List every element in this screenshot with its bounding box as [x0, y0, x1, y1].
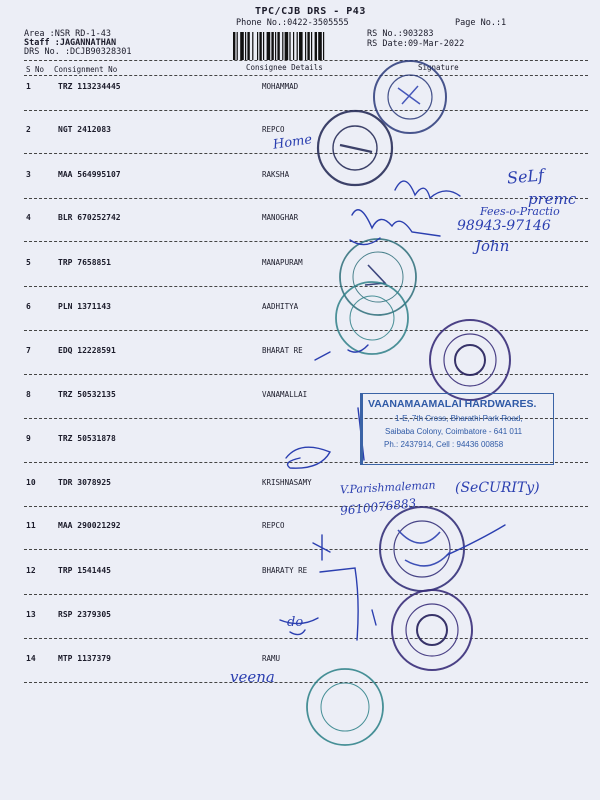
area-label: Area :NSR RD-1-43 — [24, 29, 111, 39]
barcode-bar — [305, 32, 306, 60]
staff-label: Staff :JAGANNATHAN — [24, 38, 117, 48]
row-divider — [24, 638, 588, 639]
barcode-bar — [277, 32, 279, 60]
stamp-hardwares-name: VAANAMAAMALAI HARDWARES. — [368, 398, 537, 410]
rs-date: RS Date:09-Mar-2022 — [367, 39, 465, 49]
barcode-bar — [318, 32, 322, 60]
col-consignee: Consignee Details — [246, 63, 323, 72]
row-consignee: BHARAT RE — [262, 346, 303, 355]
barcode-bar — [285, 32, 289, 60]
handwriting-security-name: V.Parishmaleman — [339, 478, 436, 497]
row-consignment-no: RSP 2379305 — [58, 610, 111, 619]
stamp-textile — [307, 669, 383, 745]
row-consignment-no: MAA 564995107 — [58, 170, 121, 179]
stamp-aadhitya — [336, 282, 408, 354]
barcode-bar — [293, 32, 294, 60]
row-sno: 14 — [26, 654, 36, 663]
row-consignee: MANOGHAR — [262, 213, 299, 222]
row-divider — [24, 286, 588, 287]
row-sno: 8 — [26, 390, 31, 399]
row-consignment-no: MAA 290021292 — [58, 521, 121, 530]
row-divider — [24, 110, 588, 111]
barcode-bar — [267, 32, 271, 60]
handwriting-veena: veena — [230, 668, 275, 686]
header-divider — [24, 60, 588, 61]
row-consignee: KRISHNASAMY — [262, 478, 312, 487]
row-consignee: REPCO — [262, 125, 285, 134]
barcode-bar — [311, 32, 312, 60]
row-consignment-no: BLR 670252742 — [58, 213, 121, 222]
row-divider — [24, 549, 588, 550]
col-signature: Signature — [418, 63, 459, 72]
row-consignment-no: TRP 7658851 — [58, 258, 111, 267]
stamp-bharat-2 — [392, 590, 472, 670]
stamp-hardwares-line3: Ph.: 2437914, Cell : 94436 00858 — [384, 440, 504, 449]
row-consignment-no: PLN 1371143 — [58, 302, 111, 311]
row-consignee: RAMU — [262, 654, 281, 663]
barcode-bar — [297, 32, 298, 60]
barcode-bar — [315, 32, 317, 60]
row-consignee: AADHITYA — [262, 302, 299, 311]
barcode-bar — [257, 32, 258, 60]
row-consignee: BHARATY RE — [262, 566, 308, 575]
row-consignee: VANAMALLAI — [262, 390, 308, 399]
barcode-bar — [282, 32, 283, 60]
stamp-vision — [318, 111, 392, 185]
row-consignment-no: MTP 1137379 — [58, 654, 111, 663]
barcode-bar — [240, 32, 244, 60]
row-sno: 4 — [26, 213, 31, 222]
page-number: Page No.:1 — [455, 18, 507, 28]
row-consignment-no: EDQ 12228591 — [58, 346, 116, 355]
rs-info — [367, 29, 464, 49]
row-sno: 6 — [26, 302, 31, 311]
barcode-bar — [252, 32, 253, 60]
barcode-bar — [299, 32, 303, 60]
row-divider — [24, 594, 588, 595]
handwriting-security-phone: 9610076883 — [339, 496, 417, 518]
columns-divider — [24, 75, 588, 76]
barcode-bar — [271, 32, 273, 60]
row-divider — [24, 374, 588, 375]
barcode-bar — [245, 32, 246, 60]
barcode-bar — [289, 32, 290, 60]
row-sno: 9 — [26, 434, 31, 443]
row-divider — [24, 153, 588, 154]
barcode-bar — [263, 32, 264, 60]
stamp-hardwares-line1: 1-E, 7th Cross, Bharathi Park Road, — [395, 414, 523, 423]
handwriting-home: Home — [272, 132, 314, 153]
row-consignment-no: NGT 2412083 — [58, 125, 111, 134]
handwriting-do: do — [287, 615, 304, 630]
row-consignment-no: TRZ 113234445 — [58, 82, 121, 91]
barcode-bar — [275, 32, 276, 60]
col-consignment: Consignment No — [54, 65, 118, 74]
barcode-bar — [307, 32, 309, 60]
handwriting-fees: Fees-o-Practio — [480, 205, 560, 218]
row-consignment-no: TRP 1541445 — [58, 566, 111, 575]
row-consignment-no: TRZ 50531878 — [58, 434, 116, 443]
row-sno: 10 — [26, 478, 36, 487]
phone-number: Phone No.:0422-3505555 — [236, 18, 349, 28]
row-divider — [24, 198, 588, 199]
stamp-bharat-1 — [430, 320, 510, 400]
row-consignee: RAKSHA — [262, 170, 290, 179]
barcode-bar — [237, 32, 238, 60]
document-title: TPC/CJB DRS - P43 — [255, 6, 366, 17]
handwriting-john: John — [475, 237, 510, 255]
stamp-hardwares-line2: Saibaba Colony, Coimbatore - 641 011 — [385, 427, 523, 436]
row-consignment-no: TDR 3078925 — [58, 478, 111, 487]
barcode-bar — [323, 32, 324, 60]
drs-number: DRS No. :DCJB90328301 — [24, 47, 132, 57]
barcode-bar — [247, 32, 249, 60]
row-divider — [24, 506, 588, 507]
row-divider — [24, 330, 588, 331]
barcode — [233, 32, 356, 60]
row-consignment-no: TRZ 50532135 — [58, 390, 116, 399]
row-sno: 3 — [26, 170, 31, 179]
row-sno: 13 — [26, 610, 36, 619]
handwriting-security: (SeCURITy) — [455, 480, 540, 496]
row-consignee: MANAPURAM — [262, 258, 303, 267]
row-sno: 7 — [26, 346, 31, 355]
row-consignee: REPCO — [262, 521, 285, 530]
row-sno: 5 — [26, 258, 31, 267]
col-sno: S No — [26, 65, 45, 74]
row-sno: 2 — [26, 125, 31, 134]
barcode-bar — [259, 32, 261, 60]
row-consignee: MOHAMMAD — [262, 82, 299, 91]
handwriting-prem: premc — [528, 190, 577, 208]
handwriting-phone: 98943-97146 — [457, 218, 551, 234]
handwriting-self: SeLf — [506, 165, 545, 188]
row-sno: 11 — [26, 521, 36, 530]
row-divider — [24, 682, 588, 683]
rs-number: RS No.:903283 — [367, 29, 434, 39]
row-sno: 1 — [26, 82, 31, 91]
barcode-bar — [233, 32, 235, 60]
stamp-manappuram — [340, 239, 416, 315]
row-sno: 12 — [26, 566, 36, 575]
